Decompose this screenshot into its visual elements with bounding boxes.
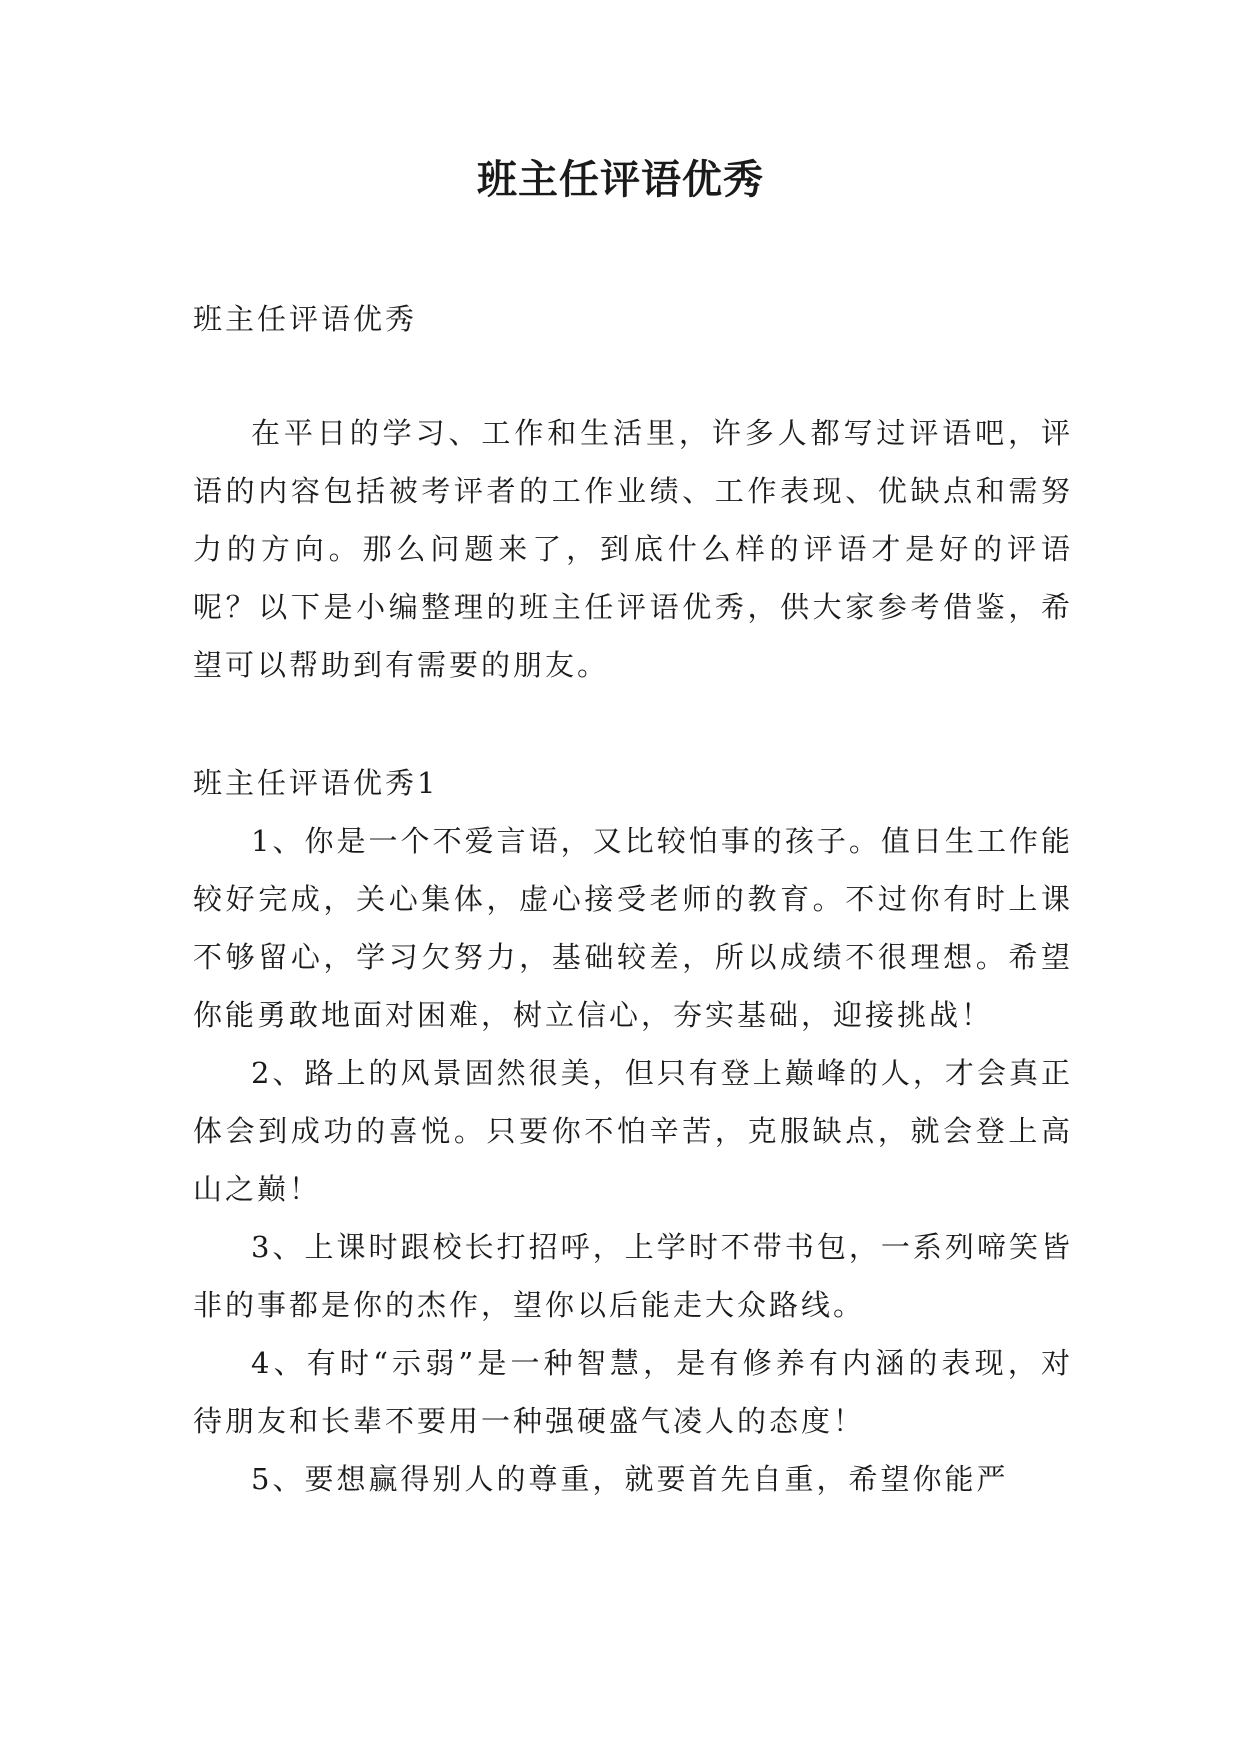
section-heading-text: 班主任评语优秀1 — [193, 766, 439, 800]
intro-section — [193, 404, 1073, 694]
section-heading — [193, 754, 1073, 812]
comment-paragraph: 5、要想赢得别人的尊重，就要首先自重，希望你能严 — [251, 1462, 1009, 1496]
comment-paragraph: 1、你是一个不爱言语，又比较怕事的孩子。值日生工作能较好完成，关心集体，虚心接受老师的教育。不过你有时上课不够留心，学习欠努力，基础较差，所以成绩不很理想。希望你能勇敢地面对困难，树立信心，夯实基础，迎接挑战！ — [193, 824, 1073, 1032]
comment-paragraph: 2、路上的风景固然很美，但只有登上巅峰的人，才会真正体会到成功的喜悦。只要你不怕辛苦，克服缺点，就会登上高山之巅！ — [193, 1056, 1073, 1206]
comment-paragraph: 4、有时“示弱”是一种智慧，是有修养有内涵的表现，对待朋友和长辈不要用一种强硬盛气凌人的态度！ — [193, 1346, 1073, 1438]
subtitle-text: 班主任评语优秀 — [193, 302, 418, 336]
document-title: 班主任评语优秀 — [477, 156, 764, 203]
document-subtitle — [193, 290, 1073, 348]
comment-paragraph: 3、上课时跟校长打招呼，上学时不带书包，一系列啼笑皆非的事都是你的杰作，望你以后能走大众路线。 — [193, 1230, 1073, 1322]
intro-paragraph: 在平日的学习、工作和生活里，许多人都写过评语吧，评语的内容包括被考评者的工作业绩、工作表现、优缺点和需努力的方向。那么问题来了，到底什么样的评语才是好的评语呢？以下是小编整理的班主任评语优秀，供大家参考借鉴，希望可以帮助到有需要的朋友。 — [193, 416, 1073, 682]
comments-list — [193, 812, 1073, 1508]
